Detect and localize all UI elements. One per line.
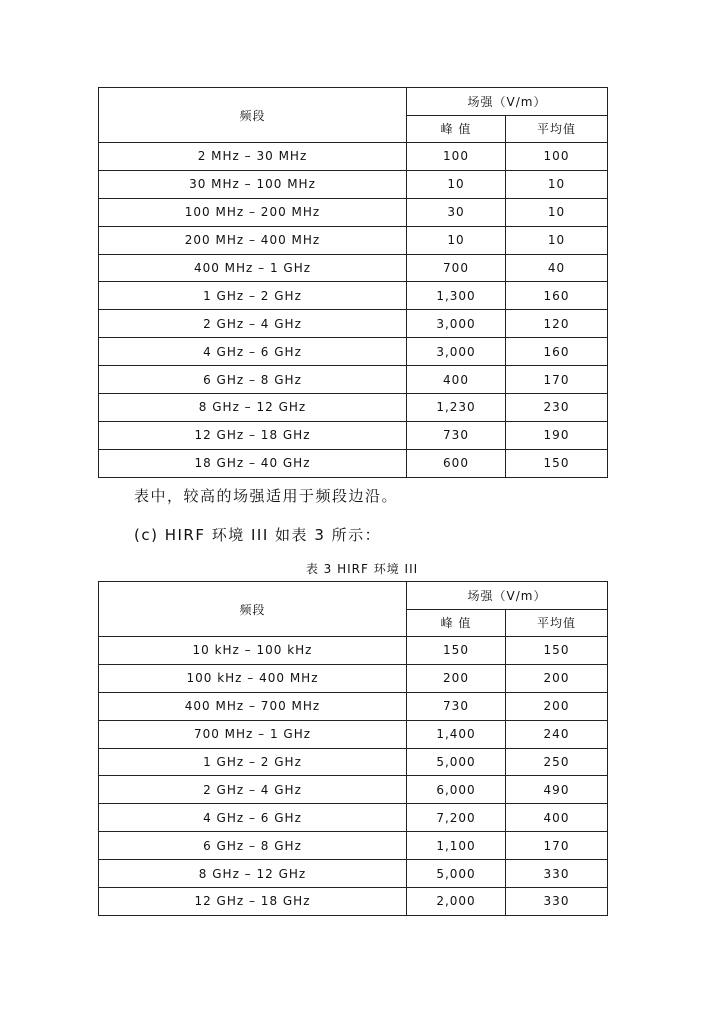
table-row bbox=[99, 366, 608, 394]
header-band: 频段 bbox=[99, 88, 407, 143]
band-cell: 400 MHz – 1 GHz bbox=[99, 254, 407, 282]
band-cell: 8 GHz – 12 GHz bbox=[99, 860, 407, 888]
table-row bbox=[99, 143, 608, 171]
peak-cell: 6,000 bbox=[407, 776, 506, 804]
header-field-strength: 场强（V/m） bbox=[407, 582, 608, 610]
table-row bbox=[99, 254, 608, 282]
table-row bbox=[99, 282, 608, 310]
average-cell: 200 bbox=[506, 692, 608, 720]
band-cell: 4 GHz – 6 GHz bbox=[99, 338, 407, 366]
peak-cell: 10 bbox=[407, 170, 506, 198]
table-row bbox=[99, 720, 608, 748]
peak-cell: 600 bbox=[407, 449, 506, 477]
table-row bbox=[99, 637, 608, 665]
peak-cell: 30 bbox=[407, 198, 506, 226]
band-cell: 6 GHz – 8 GHz bbox=[99, 366, 407, 394]
header-peak: 峰 值 bbox=[407, 609, 506, 637]
header-average: 平均值 bbox=[506, 115, 608, 143]
peak-cell: 730 bbox=[407, 692, 506, 720]
band-cell: 18 GHz – 40 GHz bbox=[99, 449, 407, 477]
average-cell: 100 bbox=[506, 143, 608, 171]
average-cell: 10 bbox=[506, 226, 608, 254]
table-row bbox=[99, 421, 608, 449]
peak-cell: 730 bbox=[407, 421, 506, 449]
average-cell: 400 bbox=[506, 804, 608, 832]
band-cell: 12 GHz – 18 GHz bbox=[99, 888, 407, 916]
average-cell: 160 bbox=[506, 282, 608, 310]
average-cell: 120 bbox=[506, 310, 608, 338]
table-note: 表中，较高的场强适用于频段边沿。 bbox=[134, 487, 399, 505]
band-cell: 700 MHz – 1 GHz bbox=[99, 720, 407, 748]
average-cell: 150 bbox=[506, 449, 608, 477]
table-row bbox=[99, 310, 608, 338]
band-cell: 200 MHz – 400 MHz bbox=[99, 226, 407, 254]
table-row bbox=[99, 394, 608, 422]
peak-cell: 3,000 bbox=[407, 310, 506, 338]
peak-cell: 700 bbox=[407, 254, 506, 282]
average-cell: 200 bbox=[506, 664, 608, 692]
average-cell: 170 bbox=[506, 366, 608, 394]
peak-cell: 200 bbox=[407, 664, 506, 692]
table-header-row bbox=[99, 582, 608, 610]
band-cell: 12 GHz – 18 GHz bbox=[99, 421, 407, 449]
table-row bbox=[99, 832, 608, 860]
band-cell: 100 kHz – 400 MHz bbox=[99, 664, 407, 692]
band-cell: 400 MHz – 700 MHz bbox=[99, 692, 407, 720]
header-band: 频段 bbox=[99, 582, 407, 637]
average-cell: 230 bbox=[506, 394, 608, 422]
peak-cell: 2,000 bbox=[407, 888, 506, 916]
peak-cell: 7,200 bbox=[407, 804, 506, 832]
table-b-body bbox=[99, 582, 608, 916]
average-cell: 490 bbox=[506, 776, 608, 804]
table-row bbox=[99, 226, 608, 254]
peak-cell: 5,000 bbox=[407, 860, 506, 888]
band-cell: 8 GHz – 12 GHz bbox=[99, 394, 407, 422]
band-cell: 2 GHz – 4 GHz bbox=[99, 776, 407, 804]
table-row bbox=[99, 860, 608, 888]
table-row bbox=[99, 170, 608, 198]
average-cell: 10 bbox=[506, 170, 608, 198]
table-row bbox=[99, 692, 608, 720]
peak-cell: 150 bbox=[407, 637, 506, 665]
table-row bbox=[99, 198, 608, 226]
table-row bbox=[99, 664, 608, 692]
peak-cell: 400 bbox=[407, 366, 506, 394]
average-cell: 330 bbox=[506, 888, 608, 916]
peak-cell: 100 bbox=[407, 143, 506, 171]
average-cell: 240 bbox=[506, 720, 608, 748]
average-cell: 250 bbox=[506, 748, 608, 776]
band-cell: 2 GHz – 4 GHz bbox=[99, 310, 407, 338]
band-cell: 4 GHz – 6 GHz bbox=[99, 804, 407, 832]
peak-cell: 1,300 bbox=[407, 282, 506, 310]
header-average: 平均值 bbox=[506, 609, 608, 637]
average-cell: 40 bbox=[506, 254, 608, 282]
header-peak: 峰 值 bbox=[407, 115, 506, 143]
average-cell: 150 bbox=[506, 637, 608, 665]
table-header-row bbox=[99, 88, 608, 116]
peak-cell: 1,230 bbox=[407, 394, 506, 422]
hirf-table-b bbox=[98, 581, 608, 916]
average-cell: 160 bbox=[506, 338, 608, 366]
peak-cell: 10 bbox=[407, 226, 506, 254]
band-cell: 1 GHz – 2 GHz bbox=[99, 282, 407, 310]
table-row bbox=[99, 748, 608, 776]
table-caption: 表 3 HIRF 环境 III bbox=[305, 562, 419, 576]
peak-cell: 1,100 bbox=[407, 832, 506, 860]
item-c-paragraph: (c) HIRF 环境 III 如表 3 所示： bbox=[134, 526, 382, 544]
average-cell: 170 bbox=[506, 832, 608, 860]
table-row bbox=[99, 888, 608, 916]
average-cell: 330 bbox=[506, 860, 608, 888]
peak-cell: 5,000 bbox=[407, 748, 506, 776]
table-row bbox=[99, 338, 608, 366]
table-row bbox=[99, 776, 608, 804]
header-field-strength: 场强（V/m） bbox=[407, 88, 608, 116]
average-cell: 190 bbox=[506, 421, 608, 449]
peak-cell: 1,400 bbox=[407, 720, 506, 748]
band-cell: 30 MHz – 100 MHz bbox=[99, 170, 407, 198]
band-cell: 10 kHz – 100 kHz bbox=[99, 637, 407, 665]
peak-cell: 3,000 bbox=[407, 338, 506, 366]
table-row bbox=[99, 449, 608, 477]
band-cell: 6 GHz – 8 GHz bbox=[99, 832, 407, 860]
table-row bbox=[99, 804, 608, 832]
table-a-body bbox=[99, 88, 608, 478]
band-cell: 1 GHz – 2 GHz bbox=[99, 748, 407, 776]
average-cell: 10 bbox=[506, 198, 608, 226]
hirf-table-a bbox=[98, 87, 608, 478]
band-cell: 2 MHz – 30 MHz bbox=[99, 143, 407, 171]
band-cell: 100 MHz – 200 MHz bbox=[99, 198, 407, 226]
